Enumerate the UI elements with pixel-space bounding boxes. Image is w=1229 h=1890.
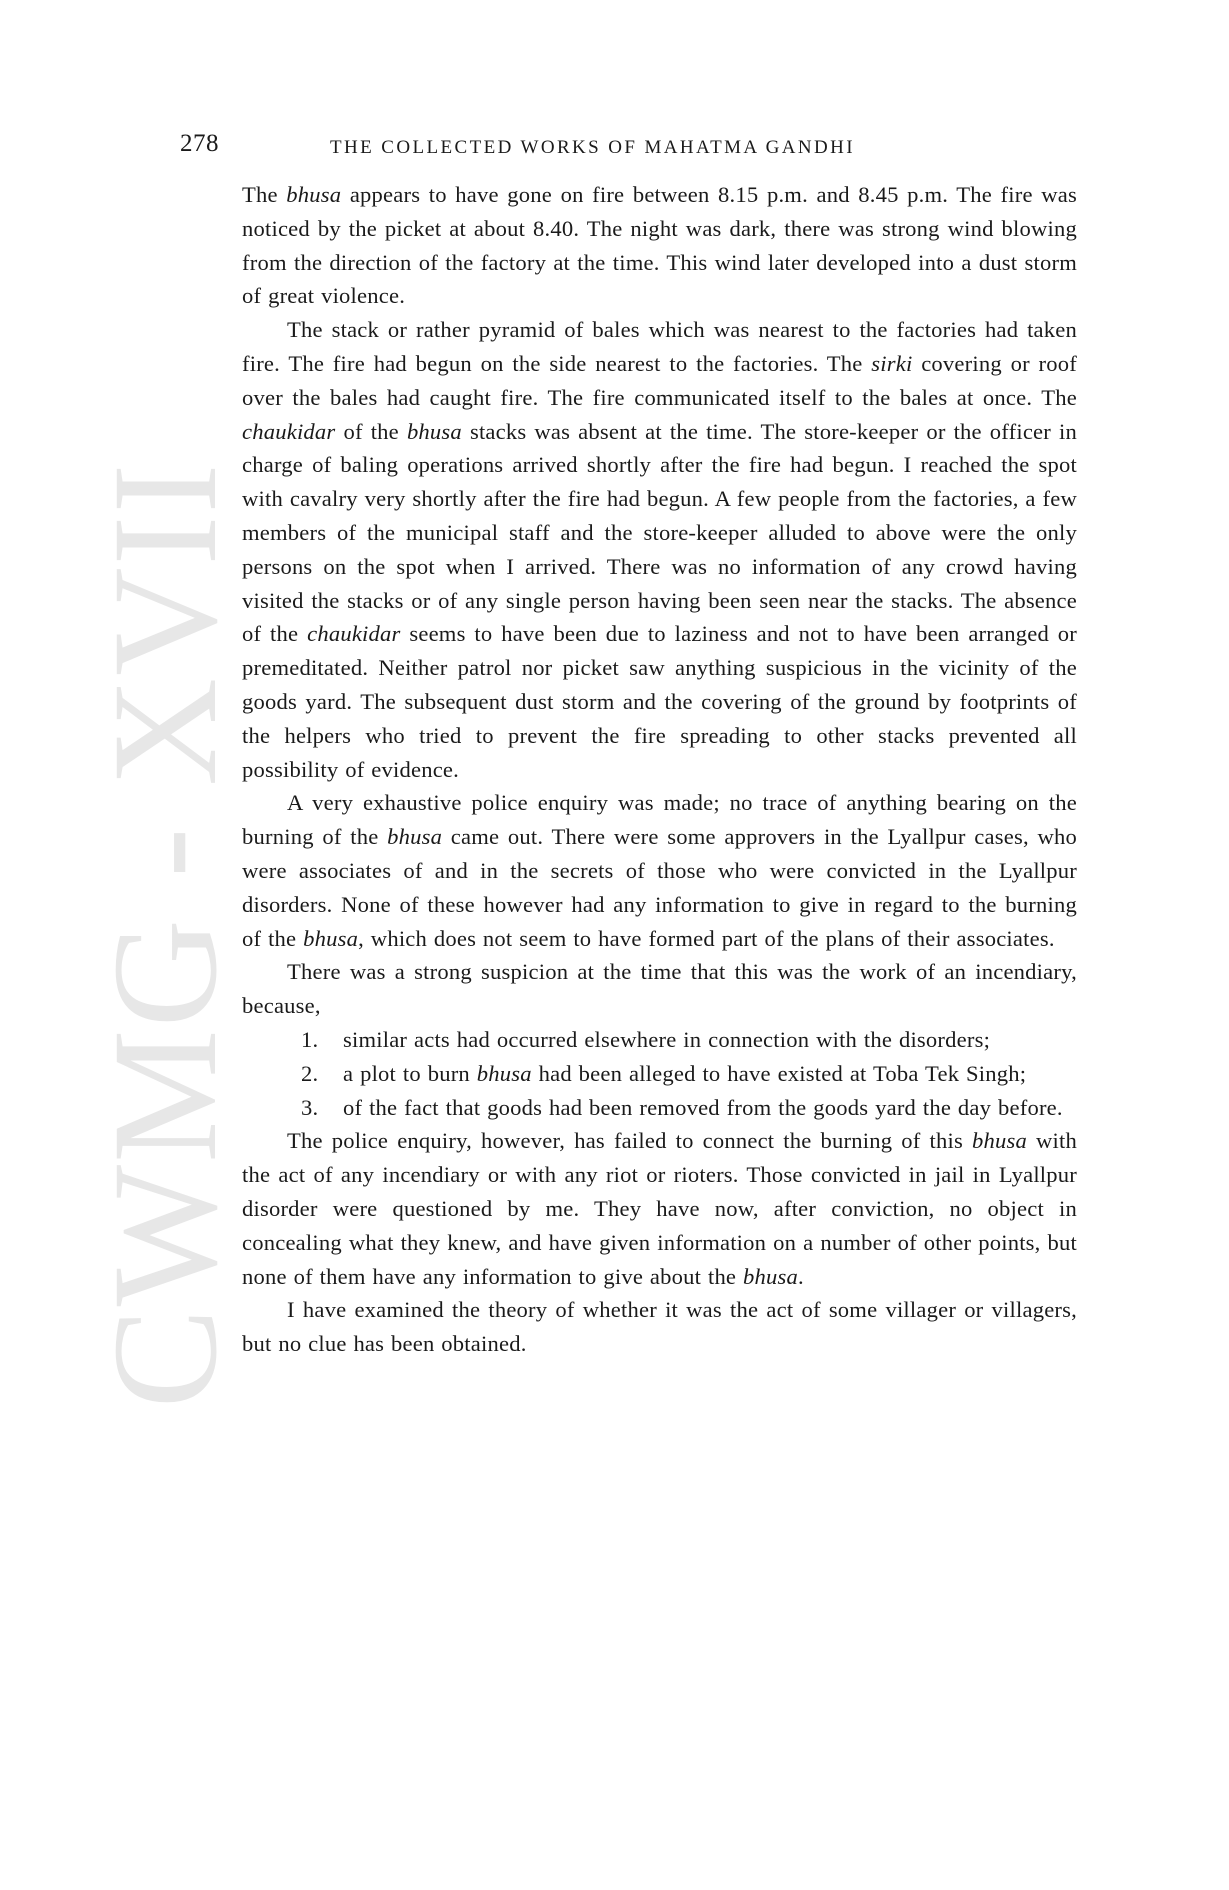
italic-term: sirki [871, 350, 913, 376]
list-item [242, 1091, 1077, 1125]
text-run: stacks was absent at the time. The store-keeper or the officer in charge of baling operations arrived shortly after the fire had begun. I reached the spot with cavalry very shortly after the fire had begun. A few people from the factories, a few members of the municipal staff and the store-keeper alluded to above were the only persons on the spot when I arrived. There was no information of any crowd having visited the stacks or of any single person having been seen near the stacks. The absence of the [242, 418, 1078, 647]
list-item [242, 1057, 1077, 1091]
paragraph [242, 1293, 1077, 1361]
italic-term: bhusa [303, 925, 359, 951]
body-text [242, 178, 1077, 1361]
text-run: I have examined the theory of whether it was the act of some villager or villagers, but no clue has been obtained. [242, 1297, 1077, 1357]
text-run: of the [335, 418, 407, 444]
list-item-text [343, 1027, 990, 1052]
text-run: . [798, 1263, 804, 1289]
reasons-list [242, 1023, 1077, 1124]
italic-term: bhusa [286, 182, 342, 207]
text-run: covering or roof over the bales had caught fire. The fire communicated itself to the bales at once. The [242, 350, 1077, 410]
list-item-number: 3. [301, 1094, 319, 1120]
page-number: 278 [180, 130, 219, 157]
paragraph [242, 786, 1077, 955]
paragraph [242, 1124, 1077, 1293]
text-run: had been alleged to have existed at Toba Tek Singh; [531, 1060, 1027, 1086]
italic-term: bhusa [476, 1060, 532, 1086]
italic-term: chaukidar [242, 418, 336, 444]
list-item-text [343, 1061, 1026, 1086]
italic-term: bhusa [387, 824, 443, 850]
volume-watermark [82, 455, 248, 1415]
text-run: with the act of any incendiary or with any riot or rioters. Those convicted in jail in Lyallpur disorder were questioned by me. They have now, after conviction, no object in concealing what they knew, and have given information on a number of other points, but none of them have any information to give about the [242, 1128, 1077, 1289]
text-run: came out. There were some approvers in the Lyallpur cases, who were associates of and in the secrets of those who were convicted in the Lyallpur disorders. None of these however had any information to give in regard to the burning of the [242, 824, 1078, 951]
text-run: of the fact that goods had been removed from the goods yard the day before. [343, 1094, 1063, 1120]
text-run: similar acts had occurred elsewhere in connection with the disorders; [343, 1026, 991, 1052]
list-item [242, 1023, 1077, 1057]
italic-term: bhusa [743, 1263, 798, 1289]
text-run: The [242, 182, 287, 207]
paragraph [242, 313, 1077, 786]
watermark-text: CWMG - XVII [82, 461, 248, 1409]
paragraph [242, 955, 1077, 1023]
list-item-number: 2. [301, 1060, 319, 1086]
running-head: THE COLLECTED WORKS OF MAHATMA GANDHI [330, 137, 855, 158]
italic-term: bhusa [406, 418, 462, 444]
italic-term: chaukidar [307, 621, 401, 647]
text-run: The police enquiry, however, has failed to connect the burning of this [287, 1128, 972, 1154]
text-run: appears to have gone on fire between 8.15 p.m. and 8.45 p.m. The fire was noticed by the picket at about 8.40. The night was dark, there was strong wind blowing from the direction of the factory at the time. This wind later developed into a dust storm of great violence. [242, 182, 1077, 309]
text-run: , which does not seem to have formed part of the plans of their associates. [358, 925, 1055, 951]
italic-term: bhusa [972, 1128, 1027, 1154]
text-run: seems to have been due to laziness and not to have been arranged or premeditated. Neither patrol nor picket saw anything suspicious in the vicinity of the goods yard. The subsequent dust storm and the covering of the ground by footprints of the helpers who tried to prevent the fire spreading to other stacks prevented all possibility of evidence. [242, 621, 1077, 782]
text-run: A very exhaustive police enquiry was made; no trace of anything bearing on the burning of the [242, 790, 1077, 850]
list-item-text [343, 1095, 1063, 1120]
text-run: a plot to burn [343, 1060, 477, 1086]
text-run: The stack or rather pyramid of bales which was nearest to the factories had taken fire. The fire had begun on the side nearest to the factories. The [242, 317, 1077, 376]
paragraph [242, 178, 1077, 313]
list-item-number: 1. [301, 1026, 319, 1052]
text-run: There was a strong suspicion at the time that this was the work of an incendiary, because, [242, 959, 1077, 1019]
